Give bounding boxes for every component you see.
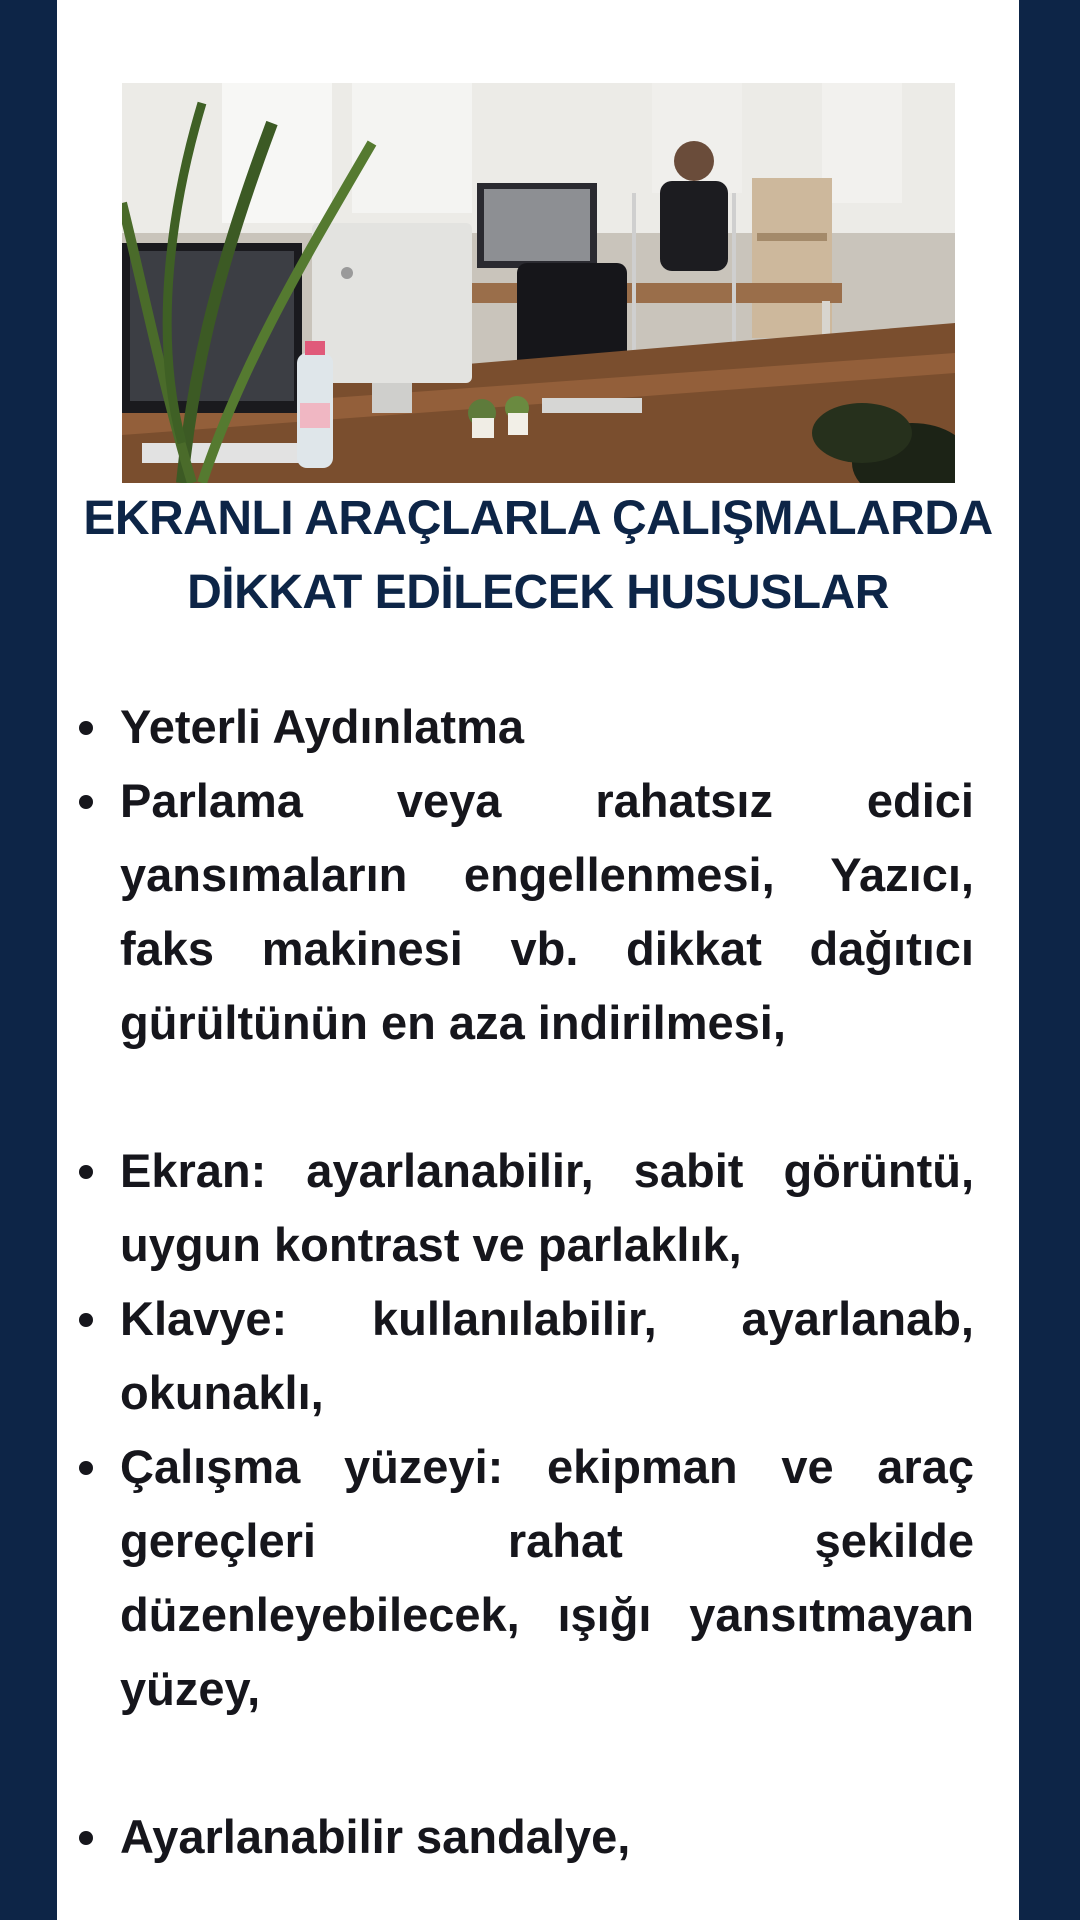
- office-photo: [122, 83, 955, 483]
- list-item: Ekran: ayarlanabilir, sabit görüntü, uygun kontrast ve parlaklık,: [57, 1134, 1019, 1282]
- list-item: Ayarlanabilir sandalye,: [57, 1800, 1019, 1874]
- list-item: Yeterli Aydınlatma: [57, 690, 1019, 764]
- office-photo-illustration: [122, 83, 955, 483]
- page-title: [57, 482, 1019, 630]
- title-line-2: DİKKAT EDİLECEK HUSUSLAR: [187, 566, 889, 619]
- list-item: Parlama veya rahatsız edici yansımaların engellenmesi, Yazıcı, faks makinesi vb. dikkat dağıtıcı gürültünün en aza indirilmesi,: [57, 764, 1019, 1060]
- title-line-1: EKRANLI ARAÇLARLA ÇALIŞMALARDA: [83, 492, 993, 545]
- content-page: [57, 0, 1019, 1920]
- list-item: Klavye: kullanılabilir, ayarlanab, okunaklı,: [57, 1282, 1019, 1430]
- list-item: Çalışma yüzeyi: ekipman ve araç gereçleri rahat şekilde düzenleyebilecek, ışığı yansıtmayan yüzey,: [57, 1430, 1019, 1726]
- guidelines-list: [57, 690, 1019, 1874]
